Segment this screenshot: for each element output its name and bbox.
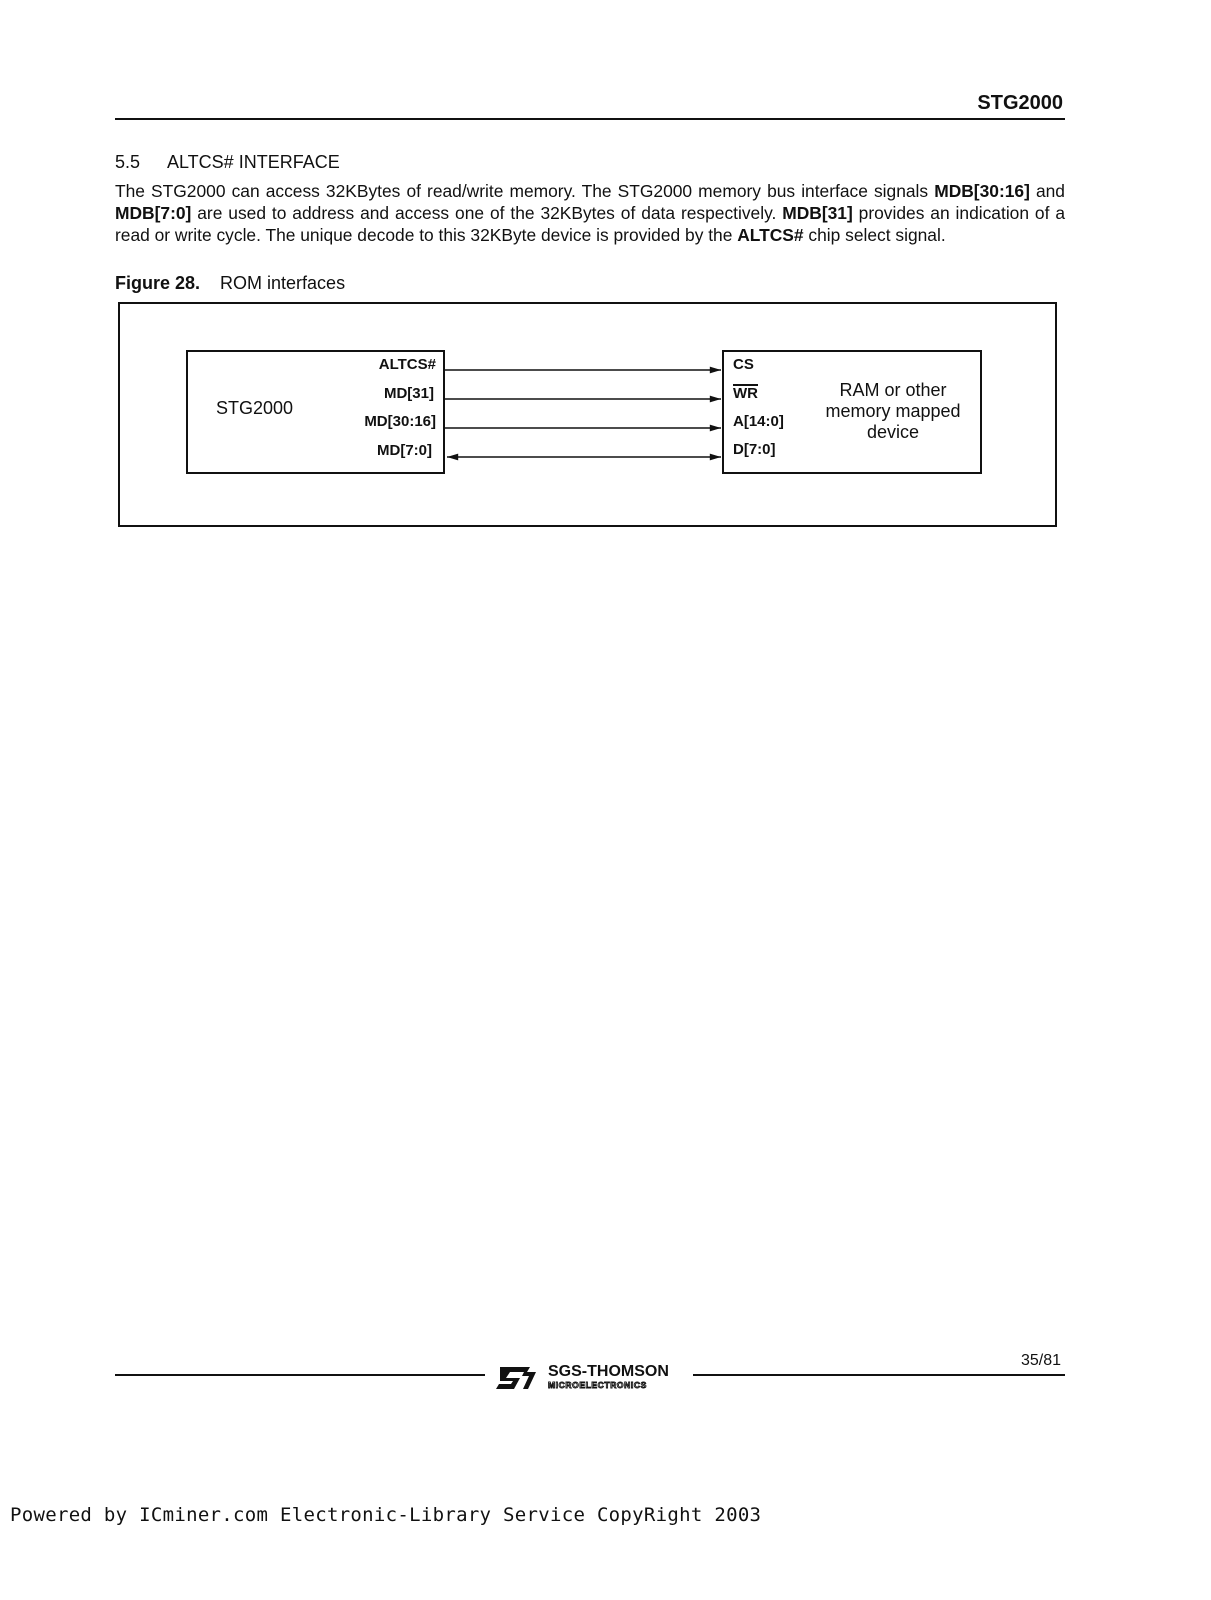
stg2000-block-label: STG2000 bbox=[216, 398, 294, 418]
para-text-4: provides an indication of a read or write cycle. The unique decode to this 32KByte device is provided by the bbox=[115, 203, 1066, 245]
page-number: 35/81 bbox=[1020, 1352, 1061, 1369]
powered-by-footer: Powered by ICminer.com Electronic-Library Service CopyRight 2003 bbox=[10, 1504, 762, 1526]
pin-a14-0: A[14:0] bbox=[733, 413, 784, 430]
pin-md30-16: MD[30:16] bbox=[364, 413, 436, 430]
pin-altcs: ALTCS# bbox=[378, 356, 436, 373]
footer-rule-left bbox=[115, 1374, 485, 1376]
memory-label-line-1: RAM or other bbox=[839, 380, 947, 400]
memory-label-line-3: device bbox=[866, 422, 920, 442]
para-text-5: chip select signal. bbox=[803, 225, 946, 245]
st-logo bbox=[492, 1359, 692, 1391]
figure-number: Figure 28. bbox=[115, 273, 201, 293]
connection-wires bbox=[0, 0, 1211, 600]
para-text-1: The STG2000 can access 32KBytes of read/write memory. The STG2000 memory bus interface signals bbox=[115, 181, 935, 201]
signal-mdb-30-16: MDB[30:16] bbox=[934, 181, 1030, 201]
para-text-3: are used to address and access one of the 32KBytes of data respectively. bbox=[191, 203, 783, 223]
footer-rule-right bbox=[693, 1374, 1065, 1376]
para-text-2: and bbox=[1029, 181, 1065, 201]
figure-title: ROM interfaces bbox=[220, 273, 346, 293]
signal-mdb-7-0: MDB[7:0] bbox=[115, 203, 192, 223]
memory-label-line-2: memory mapped bbox=[825, 401, 961, 421]
st-logo-mark-icon bbox=[496, 1367, 536, 1389]
pin-wr: WR bbox=[733, 385, 758, 402]
section-title: ALTCS# INTERFACE bbox=[167, 152, 340, 172]
section-number: 5.5 bbox=[115, 152, 141, 172]
logo-subtext: MICROELECTRONICS bbox=[548, 1380, 647, 1390]
pin-d7-0: D[7:0] bbox=[733, 441, 776, 458]
signal-altcs: ALTCS# bbox=[737, 225, 804, 245]
logo-text: SGS-THOMSON bbox=[548, 1363, 669, 1380]
document-title: STG2000 bbox=[977, 92, 1063, 114]
pin-md7-0: MD[7:0] bbox=[377, 442, 432, 459]
signal-mdb-31: MDB[31] bbox=[782, 203, 853, 223]
pin-md31: MD[31] bbox=[383, 385, 434, 402]
pin-cs: CS bbox=[733, 356, 754, 373]
